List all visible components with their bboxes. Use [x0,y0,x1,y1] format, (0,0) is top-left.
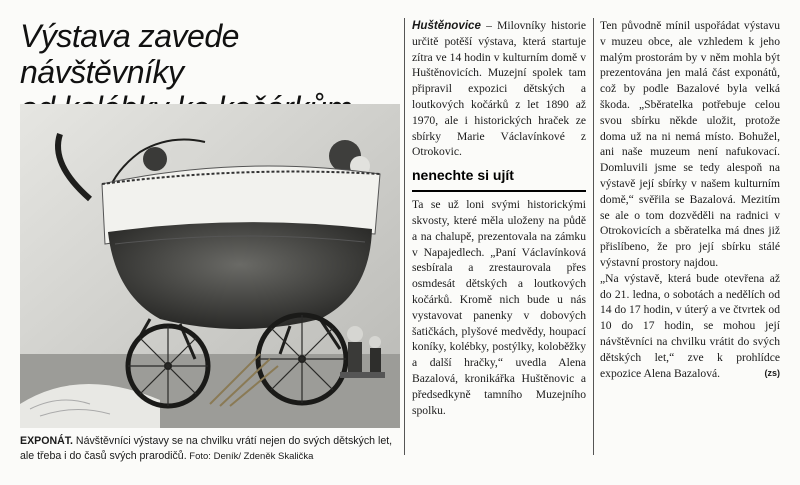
photo-credit: Foto: Deník/ Zdeněk Skalička [186,451,314,462]
column-divider [404,18,405,455]
intro-text: – Milovníky historie určitě potěší výstava, která startuje zítra ve 14 hodin v kulturním domě v Huštěnovicích. Muzejní spolek tam připravil expozici dětských a loutkových kočárků z let 1890 až 1970, ale i historických hraček ze sbírky Marie Václavínkové z Otrokovic. [412,19,586,159]
subheading: nenechte si ujít [412,167,514,184]
paragraph-2 [600,271,780,382]
column-divider-2 [593,18,594,455]
caption-text: Návštěvníci výstavy se na chvilku vrátí nejen do svých dětských let, ale třeba i do časů svých prarodičů. [20,435,393,462]
pram-photo [20,104,400,428]
paragraph-1: Ten původně mínil uspořádat výstavu v muzeu obce, ale vzhledem k jeho malým prostorám by v něm mohla být prezentována jen malá část exponátů, což by podle Bazalové byla velká škoda. „Sběratelka potřebuje celou svou sbírku někde uložit, protože doma už na ni nemá místo. Bohužel, ani naše muzeum není nafukovací. Domluvili jsme se tedy alespoň na výstavě její sbírky v našem kulturním domě,“ svěřila se Bazalová. Mezitím se ale o tom dozvěděli na radnici v Otrokovicích a sběratelka má dnes již přislíbeno, že pro její sbírku stálé výstavní prostory najdou. [600,19,780,269]
article-column-1 [412,18,586,418]
caption-lead: EXPONÁT. [20,435,73,447]
pram-illustration [20,104,400,428]
body-paragraph: Ta se už loni svými historickými skvosty, které měla uloženy na půdě a na chalupě, prezentovala na zámku v Napajedlech. „Paní Václavínková sesbírala a zrestaurovala přes osmdesát dětských a loutkových kočárků. Kromě nich bude u nás vystavovat panenky v dobových šatičkách, plyšové medvědy, houpací koníky, kolébky, postýlky, koloběžky a další hračky,“ uvedla Alena Bazalová, kronikářka Huštěnovic a předsedkyně tamního Muzejního spolku. [412,198,586,417]
intro-paragraph [412,18,586,160]
paragraph-2-text: „Na výstavě, která bude otevřena až do 21. ledna, o sobotách a nedělích od 14 do 17 hodin, v úterý a ve čtvrtek od 10 do 17 hodin, se mohou její návštěvníci na chvilku vrátit do svých dětských let,“ zve k prohlídce expozice Alena Bazalová. [600,271,780,380]
author-signature: (zs) [764,367,780,378]
headline-line-1: Výstava zavede návštěvníky [20,18,239,90]
subheading-rule [412,190,586,192]
photo-caption [20,434,404,464]
article-column-2 [600,18,780,381]
dateline: Huštěnovice [412,19,481,32]
